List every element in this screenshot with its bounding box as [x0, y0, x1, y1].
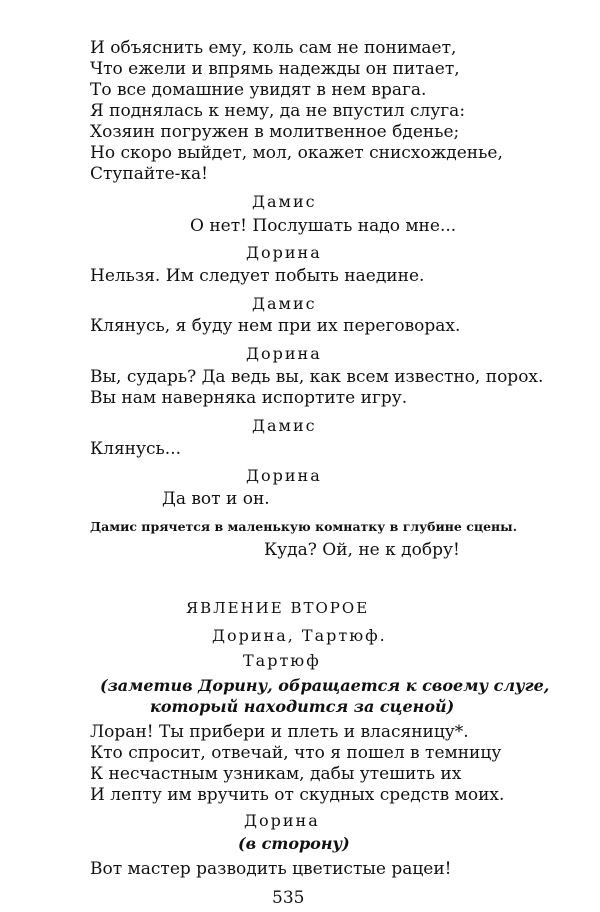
speaker-name: Тартюф — [243, 651, 321, 670]
verse-line: Что ежели и впрямь надежды он питает, — [90, 59, 460, 79]
stage-direction: Дамис прячется в маленькую комнатку в глубине сцены. — [90, 519, 518, 534]
verse-line: Но скоро выйдет, мол, окажет снисхожденье, — [90, 143, 503, 163]
verse-line: Куда? Ой, не к добру! — [264, 540, 460, 560]
verse-line: И лепту им вручить от скудных средств моих. — [90, 785, 505, 805]
speaker-name: Дорина — [244, 811, 320, 830]
verse-line: Вот мастер разводить цветистые рацеи! — [90, 859, 452, 879]
verse-line: Да вот и он. — [162, 489, 270, 509]
page-number: 535 — [272, 888, 305, 908]
stage-direction: (в сторону) — [238, 834, 350, 853]
verse-line: И объяснить ему, коль сам не понимает, — [90, 38, 457, 58]
speaker-name: Дамис — [252, 416, 317, 435]
speaker-name: Дамис — [252, 192, 317, 211]
speaker-name: Дорина — [246, 243, 322, 262]
speaker-name: Дамис — [252, 294, 317, 313]
speaker-name: Дорина — [246, 466, 322, 485]
verse-line: Вы, сударь? Да ведь вы, как всем известно, порох. — [90, 367, 544, 387]
verse-line: Нельзя. Им следует побыть наедине. — [90, 266, 425, 286]
verse-line: Клянусь, я буду нем при их переговорах. — [90, 316, 461, 336]
verse-line: Лоран! Ты прибери и плеть и власяницу*. — [90, 722, 469, 742]
verse-line: Клянусь... — [90, 439, 182, 459]
stage-direction: (заметив Дорину, обращается к своему слуге, — [100, 676, 550, 695]
verse-line: Вы нам наверняка испортите игру. — [90, 388, 408, 408]
scene-heading: ЯВЛЕНИЕ ВТОРОЕ — [186, 599, 370, 617]
verse-line: Кто спросит, отвечай, что я пошел в темницу — [90, 743, 502, 763]
verse-line: Я поднялась к нему, да не впустил слуга: — [90, 101, 466, 121]
verse-line: Ступайте-ка! — [90, 164, 209, 184]
verse-line: О нет! Послушать надо мне... — [190, 216, 457, 236]
verse-line: Хозяин погружен в молитвенное бденье; — [90, 122, 460, 142]
verse-line: То все домашние увидят в нем врага. — [90, 80, 427, 100]
speaker-name: Дорина — [246, 344, 322, 363]
verse-line: К несчастным узникам, дабы утешить их — [90, 764, 462, 784]
characters-list: Дорина, Тартюф. — [212, 626, 387, 645]
stage-direction: который находится за сценой) — [150, 697, 455, 716]
